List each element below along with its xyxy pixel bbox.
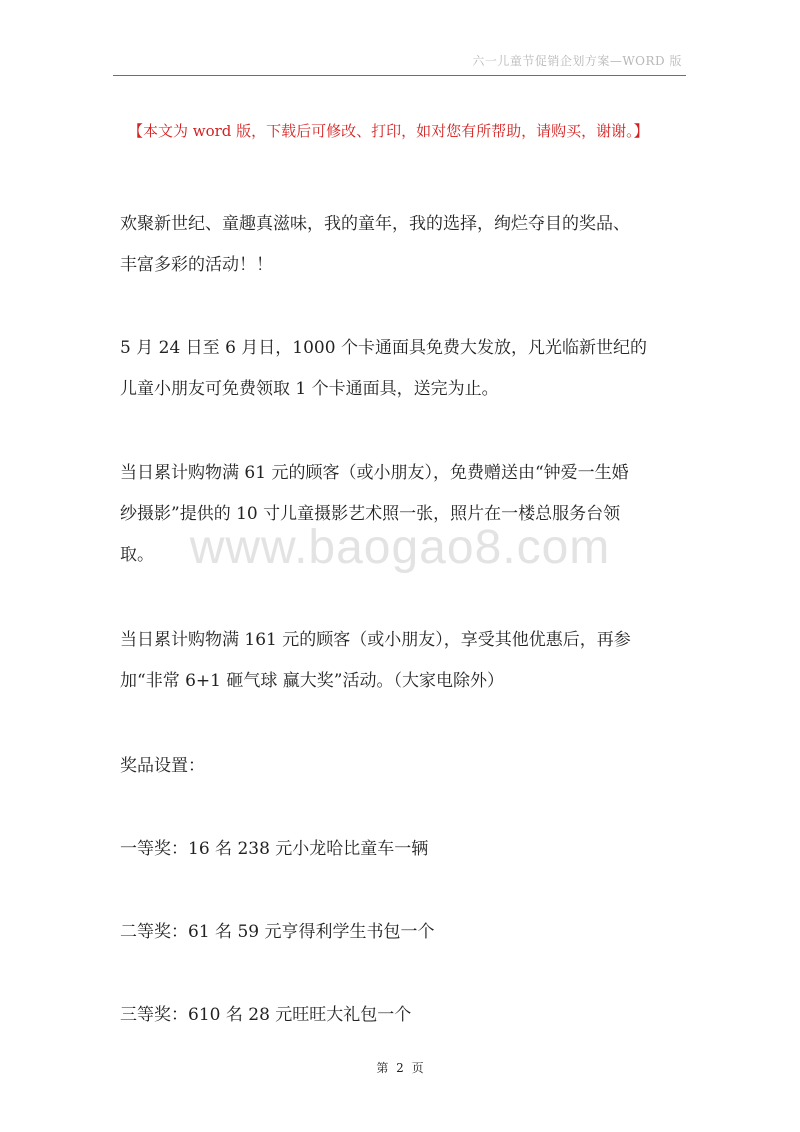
- page-value: 2: [396, 1061, 404, 1075]
- header-divider: [113, 75, 686, 76]
- paragraph-line: 奖品设置：: [120, 756, 205, 776]
- paragraph-mask-giveaway: [120, 328, 647, 410]
- paragraph-line: 二等奖：61 名 59 元亨得利学生书包一个: [120, 922, 435, 942]
- header-title: 六一儿童节促销企划方案—WORD 版: [472, 54, 682, 68]
- paragraph-photo-offer: [120, 453, 629, 576]
- prize-first: [120, 829, 428, 870]
- paragraph-line: 欢聚新世纪、童趣真滋味，我的童年，我的选择，绚烂夺目的奖品、: [120, 214, 630, 234]
- paragraph-line: 一等奖：16 名 238 元小龙哈比童车一辆: [120, 839, 429, 859]
- paragraph-line: 儿童小朋友可免费领取 1 个卡通面具，送完为止。: [120, 379, 499, 399]
- paragraph-line: 纱摄影”提供的 10 寸儿童摄影艺术照一张，照片在一楼总服务台领: [120, 504, 621, 524]
- page-suffix: 页: [411, 1061, 424, 1075]
- paragraph-line: 5 月 24 日至 6 月日，1000 个卡通面具免费大发放，凡光临新世纪的: [120, 338, 647, 358]
- paragraph-line: 加“非常 6+1 砸气球 赢大奖”活动。（大家电除外）: [120, 671, 504, 691]
- paragraph-line: 三等奖：610 名 28 元旺旺大礼包一个: [120, 1005, 412, 1025]
- prize-third: [120, 995, 411, 1036]
- paragraph-line: 取。: [120, 545, 154, 565]
- page-number: [0, 1059, 800, 1076]
- notice-text: 【本文为 word 版，下载后可修改、打印，如对您有所帮助，请购买，谢谢。】: [128, 122, 649, 140]
- paragraph-balloon-event: [120, 620, 631, 702]
- page-prefix: 第: [376, 1061, 389, 1075]
- paragraph-intro: [120, 204, 630, 286]
- prize-second: [120, 912, 434, 953]
- paragraph-line: 丰富多彩的活动！！: [120, 255, 273, 275]
- paragraph-line: 当日累计购物满 61 元的顾客（或小朋友），免费赠送由“钟爱一生婚: [120, 463, 629, 483]
- prize-settings-heading: [120, 746, 205, 787]
- paragraph-line: 当日累计购物满 161 元的顾客（或小朋友），享受其他优惠后，再参: [120, 630, 631, 650]
- watermark: www.baogao8.com: [189, 521, 611, 574]
